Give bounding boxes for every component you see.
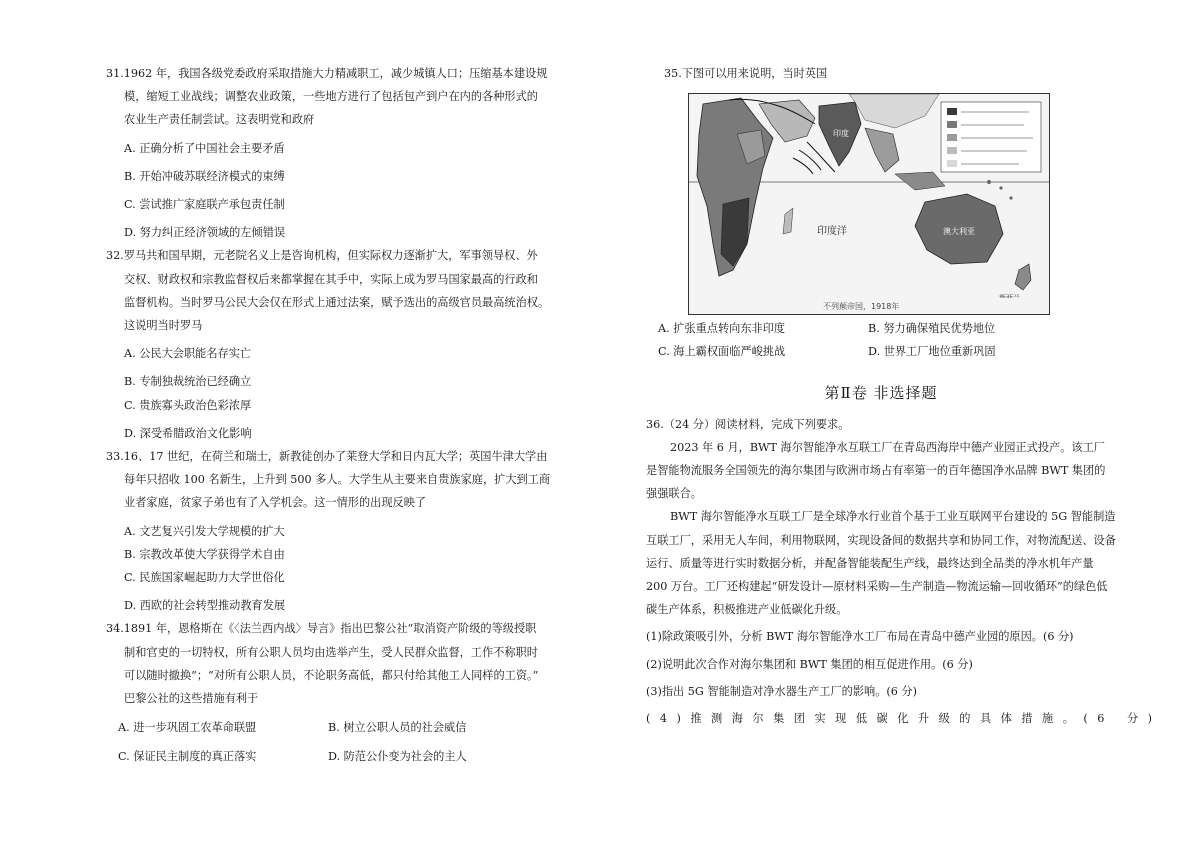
q36-sub-2: (2)说明此次合作对海尔集团和 BWT 集团的相互促进作用。(6 分) xyxy=(646,657,973,671)
right-column xyxy=(646,62,1162,730)
q33-option-c: C. 民族国家崛起助力大学世俗化 xyxy=(124,571,285,585)
q34-stem-line-4: 巴黎公社的这些措施有利于 xyxy=(124,692,259,706)
left-column xyxy=(106,62,576,769)
q32-stem-line-1: 32.罗马共和国早期，元老院名义上是咨询机构，但实际权力逐渐扩大，军事领导权、外 xyxy=(106,249,538,263)
q32-option-b: B. 专制独裁统治已经确立 xyxy=(124,375,252,389)
question-31 xyxy=(106,62,576,244)
q34-stem-line-1: 34.1891 年，恩格斯在《〈法兰西内战〉导言》指出巴黎公社“取消资产阶级的等级授职 xyxy=(106,622,537,636)
part-2-title: 第Ⅱ卷 非选择题 xyxy=(824,383,938,402)
q34-stem-line-2: 制和官吏的一切特权，所有公职人员均由选举产生，受人民群众监督，工作不称职时 xyxy=(124,645,538,659)
q35-option-b: B. 努力确保殖民优势地位 xyxy=(868,322,996,336)
q32-stem-line-2: 交权、财政权和宗教监督权后来都掌握在其手中，实际上成为罗马国家最高的行政和 xyxy=(124,272,538,286)
q35-stem: 35.下图可以用来说明，当时英国 xyxy=(664,67,828,80)
map-caption: 不列颠帝国，1918年 xyxy=(823,302,900,312)
q34-option-b: B. 树立公职人员的社会威信 xyxy=(328,721,467,735)
q31-option-b: B. 开始冲破苏联经济模式的束缚 xyxy=(124,169,285,183)
map-graphic xyxy=(689,94,1049,314)
q34-option-c: C. 保证民主制度的真正落实 xyxy=(118,750,257,764)
q36-sub-4: (4)推测海尔集团实现低碳化升级的具体措施。(6 分) xyxy=(646,712,1162,726)
q32-option-c: C. 贵族寡头政治色彩浓厚 xyxy=(124,398,252,412)
q31-option-d: D. 努力纠正经济领域的左倾错误 xyxy=(124,226,286,240)
q36-sub-3: (3)指出 5G 智能制造对净水器生产工厂的影响。(6 分) xyxy=(646,684,917,698)
question-36 xyxy=(646,413,1162,731)
q31-stem-line-1: 31.1962 年，我国各级党委政府采取措施大力精减职工，减少城镇人口；压缩基本建设规 xyxy=(106,67,548,80)
question-33 xyxy=(106,445,576,617)
q36-material-para-2: BWT 海尔智能净水互联工厂是全球净水行业首个基于工业互联网平台建设的 5G 智能制造互联工厂，采用无人车间，利用物联网，实现设备间的数据共享和协同工作，对物流配送、设备运行、质量等进行实时数据分析，并配备智能装配生产线，最终达到全品类的净水机年产量 200 万台。工厂还构建起“研发设计—原材料采购—生产制造—物流运输—回收循环”的绿色低碳生产体系，积极推进产业低碳化升级。 xyxy=(646,510,1116,617)
q33-stem-line-2: 每年只招收 100 名新生，上升到 500 多人。大学生从主要来自贵族家庭，扩大到工商 xyxy=(124,473,551,487)
q34-options-row-1 xyxy=(106,716,576,739)
q36-material-para-1: 2023 年 6 月，BWT 海尔智能净水互联工厂在青岛西海岸中德产业园正式投产。该工厂是智能物流服务全国领先的海尔集团与欧洲市场占有率第一的百年德国净水品牌 BWT 集团的强强联合。 xyxy=(646,440,1106,501)
q33-stem-line-3: 业者家庭，贫家子弟也有了入学机会。这一情形的出现反映了 xyxy=(124,496,427,510)
q35-option-c: C. 海上霸权面临严峻挑战 xyxy=(658,345,786,359)
q36-head: 36.（24 分）阅读材料，完成下列要求。 xyxy=(646,417,850,431)
q33-option-b: B. 宗教改革使大学获得学术自由 xyxy=(124,547,285,561)
q32-option-a: A. 公民大会职能名存实亡 xyxy=(124,347,252,361)
q35-options-row-1 xyxy=(646,317,1116,340)
question-32 xyxy=(106,244,576,445)
q36-sub-1: (1)除政策吸引外，分析 BWT 海尔智能净水工厂布局在青岛中德产业园的原因。(6 分) xyxy=(646,630,1074,644)
q31-stem-line-3: 农业生产责任制尝试。这表明党和政府 xyxy=(124,113,315,127)
q33-option-a: A. 文艺复兴引发大学规模的扩大 xyxy=(124,524,285,538)
british-empire-map xyxy=(688,93,1050,315)
q34-option-d: D. 防范公仆变为社会的主人 xyxy=(328,750,467,764)
q32-stem-line-4: 这说明当时罗马 xyxy=(124,319,203,333)
q32-stem-line-3: 监督机构。当时罗马公民大会仅在形式上通过法案，赋予选出的高级官员最高统治权。 xyxy=(124,295,550,309)
map-label-australia: 澳大利亚 xyxy=(943,227,975,237)
q35-options-row-2 xyxy=(646,340,1116,363)
q34-option-a: A. 进一步巩固工农革命联盟 xyxy=(118,721,257,735)
question-34 xyxy=(106,617,576,768)
q31-stem-line-2: 模，缩短工业战线；调整农业政策，一些地方进行了包括包产到户在内的各种形式的 xyxy=(124,90,538,104)
map-label-ocean: 印度洋 xyxy=(817,226,847,238)
q35-option-a: A. 扩张重点转向东非印度 xyxy=(658,322,786,336)
q34-stem-line-3: 可以随时撤换”；“对所有公职人员，不论职务高低，都只付给其他工人同样的工资。” xyxy=(124,668,539,682)
q35-option-d: D. 世界工厂地位重新巩固 xyxy=(868,345,996,359)
q31-option-c: C. 尝试推广家庭联产承包责任制 xyxy=(124,198,285,212)
q33-stem-line-1: 33.16、17 世纪，在荷兰和瑞士，新教徒创办了莱登大学和日内瓦大学；英国牛津大学由 xyxy=(106,450,548,464)
q33-option-d: D. 西欧的社会转型推动教育发展 xyxy=(124,599,286,613)
q31-option-a: A. 正确分析了中国社会主要矛盾 xyxy=(124,141,285,155)
q34-options-row-2 xyxy=(106,745,576,768)
map-label-india: 印度 xyxy=(833,129,849,139)
question-35 xyxy=(646,62,1116,364)
q32-option-d: D. 深受希腊政治文化影响 xyxy=(124,426,252,440)
